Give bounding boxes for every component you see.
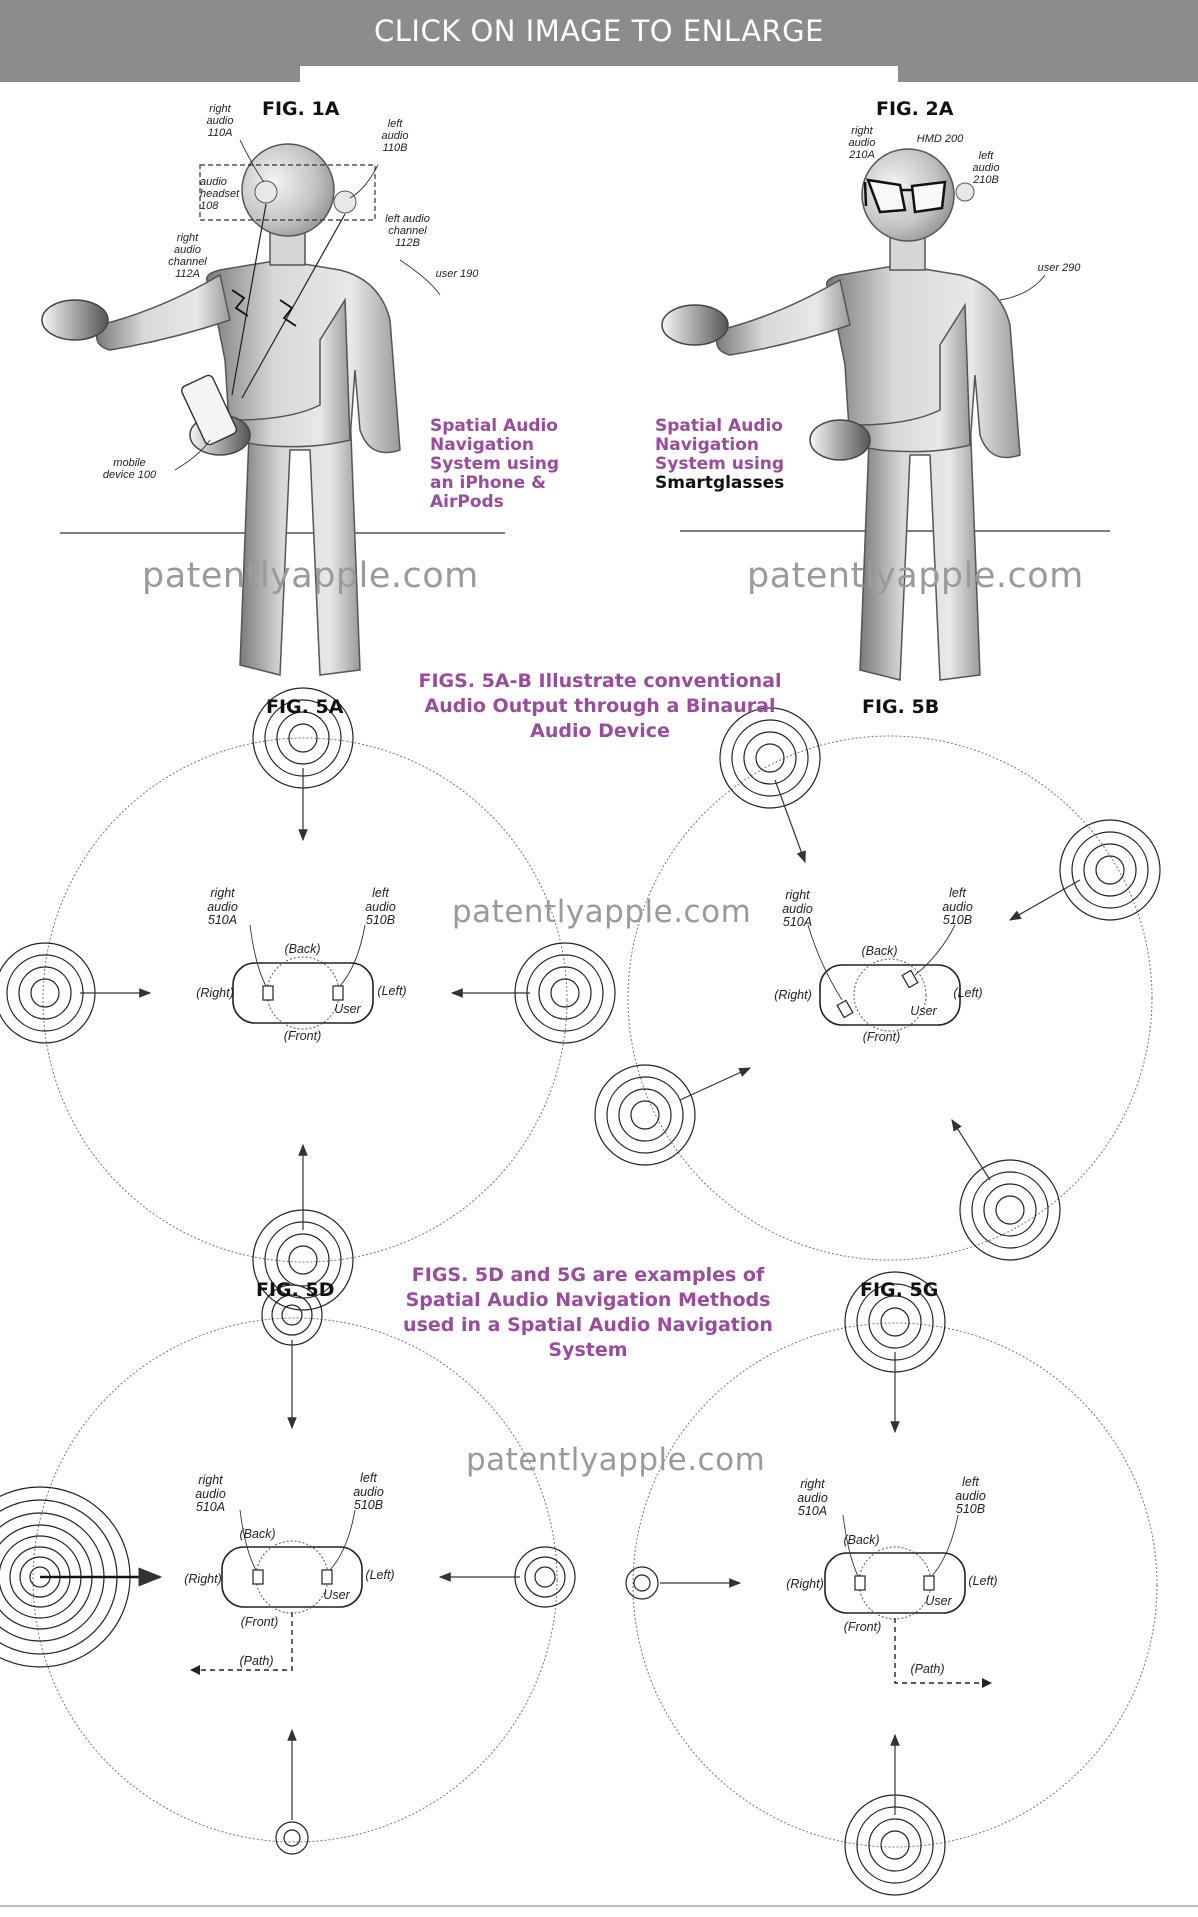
fig1a-left-channel-label: left audio channel 112B: [385, 213, 430, 249]
fig5g-drawing: [626, 1272, 1157, 1895]
fig5g-left-audio: left audio 510B: [955, 1475, 986, 1516]
fig5a-left: (Left): [377, 984, 407, 998]
fig5g-path: (Path): [910, 1662, 945, 1676]
fig5b-left: (Left): [953, 986, 983, 1000]
fig5b-drawing: [595, 708, 1160, 1260]
fig5d-right-audio: right audio 510A: [195, 1473, 226, 1514]
fig5d-right: (Right): [184, 1572, 222, 1586]
fig1a-user-label: user 190: [435, 268, 479, 280]
fig5b-back: (Back): [861, 944, 898, 958]
fig5g-back: (Back): [843, 1533, 880, 1547]
fig1a-left-audio-label: left audio 110B: [381, 118, 409, 154]
fig5d-left: (Left): [365, 1568, 395, 1582]
fig5g-right: (Right): [786, 1577, 824, 1591]
fig1a-caption: Spatial Audio Navigation System using an iPhone & AirPods: [430, 416, 560, 512]
fig2a-label: FIG. 2A: [876, 98, 954, 120]
fig5a-back: (Back): [284, 942, 321, 956]
fig5g-right-audio: right audio 510A: [797, 1477, 828, 1518]
fig5g-left: (Left): [968, 1574, 998, 1588]
fig5a-right: (Right): [196, 986, 234, 1000]
bottom-divider: [0, 1905, 1198, 1907]
fig2a-caption: Spatial Audio Navigation System using Smartglasses: [655, 416, 785, 493]
fig5a-left-audio: left audio 510B: [365, 886, 396, 927]
fig1a-right-channel-label: right audio channel 112A: [168, 232, 207, 280]
fig5d-left-audio: left audio 510B: [353, 1471, 384, 1512]
fig5d-drawing: [0, 1285, 575, 1854]
fig5d-front: (Front): [240, 1615, 279, 1629]
fig5a-right-audio: right audio 510A: [207, 886, 238, 927]
fig5g-user: User: [925, 1594, 952, 1608]
fig5b-left-audio: left audio 510B: [942, 886, 973, 927]
fig2a-user-label: user 290: [1037, 262, 1081, 274]
fig5a-label: FIG. 5A: [266, 696, 344, 718]
fig1a-right-audio-label: right audio 110A: [206, 103, 234, 139]
enlarge-link[interactable]: CLICK ON IMAGE TO ENLARGE: [374, 14, 824, 48]
fig5g-front: (Front): [843, 1620, 882, 1634]
watermark-2: patentlyapple.com: [747, 556, 1084, 596]
fig2a-hmd-label: HMD 200: [916, 133, 964, 145]
fig5a-front: (Front): [283, 1029, 322, 1043]
fig5a-drawing: [0, 688, 615, 1310]
figs-5dg-caption: FIGS. 5D and 5G are examples of Spatial Audio Navigation Methods used in a Spatial Audio Navigation System: [403, 1264, 773, 1361]
watermark-1: patentlyapple.com: [142, 556, 479, 596]
fig5b-user: User: [910, 1004, 937, 1018]
fig1a-mobile-label: mobile device 100: [102, 457, 157, 481]
fig2a-drawing: [662, 149, 1110, 680]
fig5d-path: (Path): [239, 1654, 274, 1668]
fig1a-headset-label: audio headset 108: [200, 176, 240, 212]
fig5d-user: User: [323, 1588, 350, 1602]
fig1a-label: FIG. 1A: [262, 98, 340, 120]
watermark-3: patentlyapple.com: [452, 894, 752, 930]
fig2a-left-audio-label: left audio 210B: [972, 150, 1000, 186]
fig5d-back: (Back): [239, 1527, 276, 1541]
watermark-4: patentlyapple.com: [466, 1442, 766, 1478]
fig5b-right: (Right): [774, 988, 812, 1002]
fig5b-right-audio: right audio 510A: [782, 888, 813, 929]
fig5b-front: (Front): [862, 1030, 901, 1044]
figs-5ab-caption: FIGS. 5A-B Illustrate conventional Audio Output through a Binaural Audio Device: [418, 670, 782, 742]
fig5b-label: FIG. 5B: [862, 696, 940, 718]
fig2a-right-audio-label: right audio 210A: [848, 125, 876, 161]
fig5d-label: FIG. 5D: [256, 1279, 335, 1301]
fig5g-label: FIG. 5G: [860, 1279, 939, 1301]
fig5a-user: User: [334, 1002, 361, 1016]
